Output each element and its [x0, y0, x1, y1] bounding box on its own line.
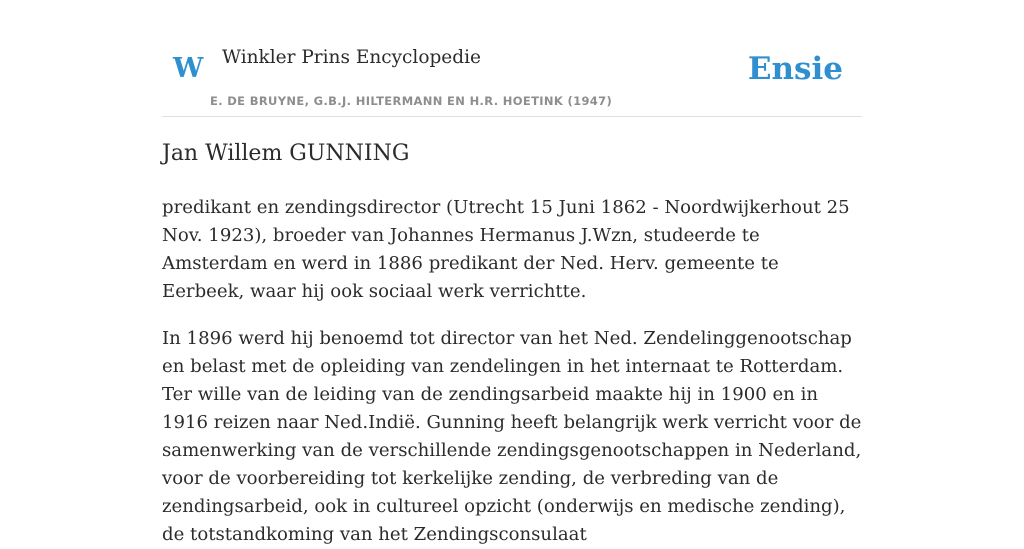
article-paragraph: In 1896 werd hij benoemd tot director van het Ned. Zendelinggenootschap en belast met de opleiding van zendelingen in het internaat te Rotterdam. Ter wille van de leiding van de zendingsarbeid maakte hij in 1900 en in 1916 reizen naar Ned.Indië. Gunning heeft belangrijk werk verricht voor de samenwerking van de verschillende zendingsgenootschappen in Nederland, voor de voorbereiding tot kerkelijke zending, de verbreding van de zendingsarbeid, ook in cultureel opzicht (onderwijs en medische zending), de totstandkoming van het Zendingsconsulaat — [162, 328, 862, 545]
article-paragraph: predikant en zendingsdirector (Utrecht 15 Juni 1862 - Noordwijkerhout 25 Nov. 1923), broeder van Johannes Hermanus J.Wzn, studeerde te Amsterdam en werd in 1886 predikant der Ned. Herv. gemeente te Eerbeek, waar hij ook sociaal werk verrichtte. — [162, 197, 850, 302]
article — [162, 138, 862, 549]
encyclopedia-logo[interactable]: W — [173, 53, 204, 84]
book-authors: E. DE BRUYNE, G.B.J. HILTERMANN EN H.R. HOETINK (1947) — [210, 94, 613, 108]
ensie-logo-link[interactable]: Ensie — [747, 51, 843, 87]
book-title[interactable]: Winkler Prins Encyclopedie — [222, 47, 481, 68]
site-header — [162, 0, 862, 117]
article-title: Jan Willem GUNNING — [162, 141, 410, 166]
